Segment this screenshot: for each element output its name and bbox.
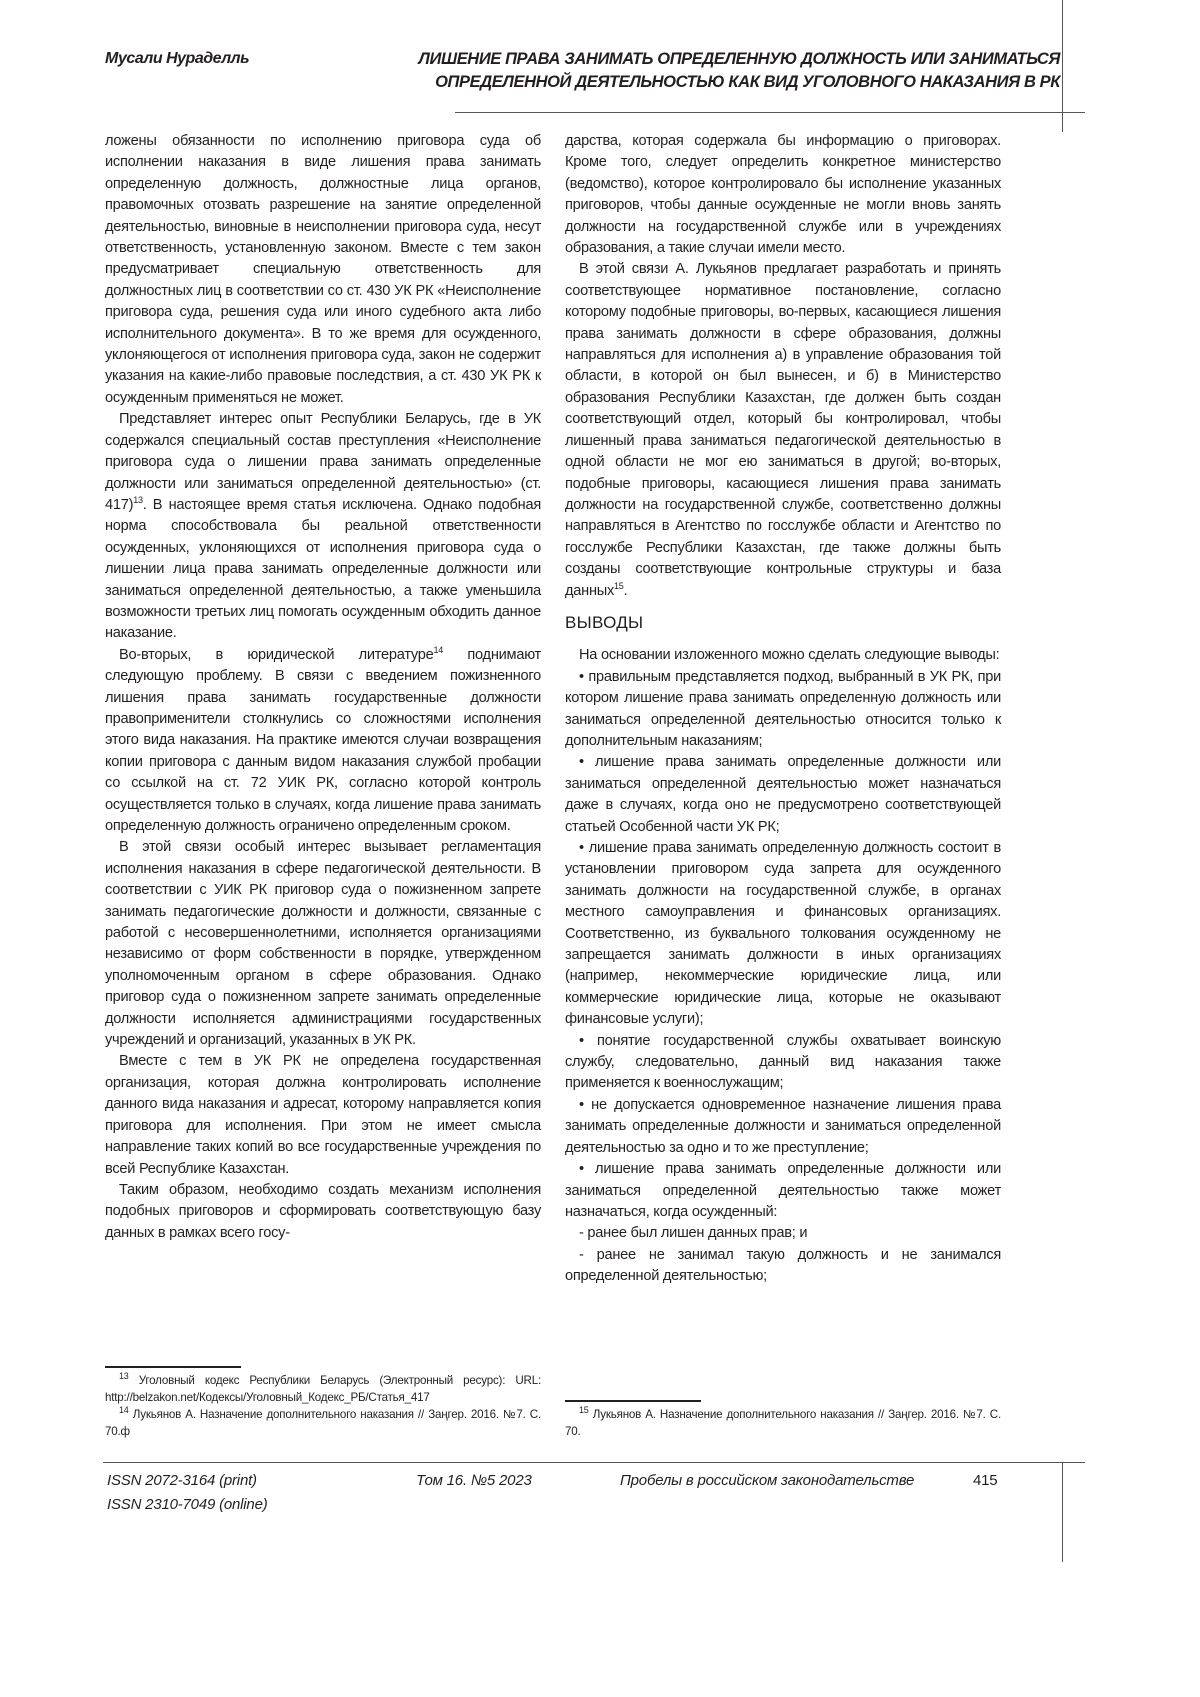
conclusion-item: • не допускается одновременное назначение лишения права занимать определенные должности и заниматься определенной деятельностью за одно и то же преступление; [565,1095,1001,1159]
conclusion-item: • лишение права занимать определенные должности или заниматься определенной деятельностью может назначаться даже в случаях, когда оно не предусмотрено соответствующей статьей Особенной части УК РК; [565,752,1001,838]
footnote-separator [105,1366,241,1368]
footnote-number: 14 [119,1405,129,1415]
footnote-15 [565,1406,1001,1440]
section-heading-conclusions: ВЫВОДЫ [565,612,1001,633]
footer-vertical-rule [1062,1462,1063,1562]
paragraph: Таким образом, необходимо создать механизм исполнения подобных приговоров и сформировать соответствующую базу данных в рамках всего госу- [105,1180,541,1244]
issn-print: ISSN 2072-3164 (print) [107,1472,257,1489]
footnote-text: Уголовный кодекс Республики Беларусь (Электронный ресурс): URL: http://belzakon.net/Кодексы/Уголовный_Кодекс_РБ/Статья_417 [105,1374,541,1404]
running-header-title [340,48,1060,94]
conclusion-item: • лишение права занимать определенные должности или заниматься определенной деятельностью также может назначаться, когда осужденный: [565,1159,1001,1223]
left-column [105,131,541,1244]
page-number: 415 [973,1472,997,1489]
paragraph [105,645,541,838]
text: Представляет интерес опыт Республики Беларусь, где в УК содержался специальный состав преступления «Неисполнение приговора суда о лишении права занимать определенные должности или заниматься определенной деятельностью» (ст. 417) [105,411,541,513]
footnote-ref-13[interactable]: 13 [133,495,143,505]
paragraph: В этой связи особый интерес вызывает регламентация исполнения наказания в сфере педагогической деятельности. В соответствии с УИК РК приговор суда о пожизненном запрете занимать педагогические должности и должности, связанные с работой с несовершеннолетними, исполняется организациями независимо от форм собственности в порядке, утвержденном уполномоченным органом в сфере образования. Однако приговор суда о пожизненном запрете занимать определенные должности исполняется администрациями государственных учреждений и организаций, указанных в УК РК. [105,837,541,1051]
paragraph [565,259,1001,602]
footnote-number: 15 [579,1405,589,1415]
paragraph: Вместе с тем в УК РК не определена государственная организация, которая должна контролировать исполнение данного вида наказания и адресат, которому направляется копия приговора для исполнения. При этом не имеет смысла направление таких копий во все государственные учреждения по всей Республике Казахстан. [105,1051,541,1179]
conclusion-item: • правильным представляется подход, выбранный в УК РК, при котором лишение права занимать определенную должность или заниматься определенной деятельностью относится только к дополнительным наказаниям; [565,667,1001,753]
footnote-ref-14[interactable]: 14 [434,645,444,655]
conclusion-subitem: - ранее не занимал такую должность и не занимался определенной деятельностью; [565,1245,1001,1288]
text: . [624,583,628,599]
right-column [565,131,1001,1288]
text: поднимают следующую проблему. В связи с введением пожизненного лишения права занимать государственные должности правоприменители столкнулись со сложностями исполнения этого вида наказания. На практике имеются случаи возвращения копии приговора с данным видом наказания службой пробации со ссылкой на ст. 72 УИК РК, согласно которой контроль осуществляется только в случаях, когда лишение права занимать определенную должность ограничено определенным сроком. [105,647,541,834]
running-header-author: Мусали Нураделль [105,50,249,68]
paragraph: ложены обязанности по исполнению приговора суда об исполнении наказания в виде лишения права занимать определенную должность, должностные лица органов, правомочных отозвать разрешение на занятие определенной деятельностью, виновные в неисполнении приговора суда, несут ответственность, установленную законом. Вместе с тем закон предусматривает специальную ответственность для должностных лиц в соответствии со ст. 430 УК РК «Неисполнение приговора суда, решения суда или иного судебного акта либо исполнительного документа». В то же время для осужденного, уклоняющегося от исполнения приговора суда, закон не содержит указания на какие-либо правовые последствия, а ст. 430 УК РК к осужденным применяться не может. [105,131,541,409]
footnotes-left [105,1366,541,1440]
conclusion-item: • лишение права занимать определенную должность состоит в установлении приговором суда запрета для осужденного занимать должности на государственной службе, в органах местного самоуправления и финансовых организациях. Соответственно, из буквального толкования осужденному не запрещается занимать должности в иных организациях (например, некоммерческие юридические лица, или коммерческие юридические лица, которые не оказывают финансовые услуги); [565,838,1001,1031]
footnote-ref-15[interactable]: 15 [614,581,624,591]
header-horizontal-rule [455,112,1085,113]
footer-rule [103,1462,1085,1463]
title-line-2: ОПРЕДЕЛЕННОЙ ДЕЯТЕЛЬНОСТЬЮ КАК ВИД УГОЛОВНОГО НАКАЗАНИЯ В РК [340,71,1060,94]
paragraph [105,409,541,644]
volume-issue: Том 16. №5 2023 [416,1472,532,1489]
conclusion-item: • понятие государственной службы охватывает воинскую службу, следовательно, данный вид наказания также применяется к военнослужащим; [565,1031,1001,1095]
journal-name: Пробелы в российском законодательстве [620,1472,914,1489]
title-line-1: ЛИШЕНИЕ ПРАВА ЗАНИМАТЬ ОПРЕДЕЛЕННУЮ ДОЛЖНОСТЬ ИЛИ ЗАНИМАТЬСЯ [340,48,1060,71]
footnote-text: Лукьянов А. Назначение дополнительного наказания // Заңгер. 2016. №7. С. 70.ф [105,1408,541,1438]
text: В этой связи А. Лукьянов предлагает разработать и принять соответствующее нормативное постановление, согласно которому подобные приговоры, во-первых, касающиеся лишения права занимать должности в сфере образования, должны направляться для исполнения а) в управление образования той области, в которой он был вынесен, и б) в Министерство образования Республики Казахстан, где должен быть создан соответствующий отдел, который бы контролировал, чтобы лишенный права заниматься педагогической деятельностью в одной области не мог ею заниматься в другой; во-вторых, подобные приговоры, касающиеся лишения права занимать должности на государственной службе, соответственно должны направляться в Агентство по госслужбе области и Агентство по госслужбе Республики Казахстан, где также должны быть созданы соответствующие контрольные структуры и база данных [565,261,1001,598]
text: . В настоящее время статья исключена. Однако подобная норма способствовала бы реальной ответственности осужденных, уклоняющихся от исполнения приговора суда о лишении лица права занимать определенные должности или заниматься определенной деятельностью, а также уменьшила возможности третьих лиц помогать осужденным обходить данное наказание. [105,497,541,641]
text: Во-вторых, в юридической литературе [119,647,434,663]
footnote-text: Лукьянов А. Назначение дополнительного наказания // Заңгер. 2016. №7. С. 70. [565,1408,1001,1438]
issn-online: ISSN 2310-7049 (online) [107,1496,268,1513]
footnotes-right [565,1400,1001,1440]
footnote-number: 13 [119,1371,129,1381]
conclusion-subitem: - ранее был лишен данных прав; и [565,1223,1001,1244]
paragraph: На основании изложенного можно сделать следующие выводы: [565,645,1001,666]
paragraph: дарства, которая содержала бы информацию о приговорах. Кроме того, следует определить конкретное министерство (ведомство), которое контролировало бы исполнение указанных приговоров, чтобы данные осужденные не могли вновь занять должности на государственной службе или в учреждениях образования, а такие случаи имели место. [565,131,1001,259]
footnote-13 [105,1372,541,1406]
footnote-14 [105,1406,541,1440]
footnote-separator [565,1400,701,1402]
